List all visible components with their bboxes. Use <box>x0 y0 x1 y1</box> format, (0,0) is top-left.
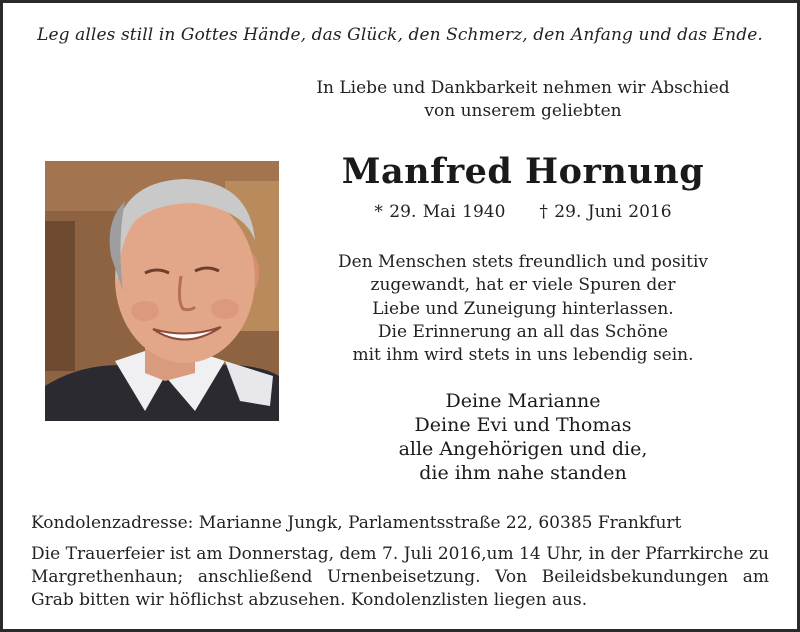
portrait-illustration <box>45 161 279 421</box>
mourner-line: alle Angehörigen und die, <box>398 438 648 460</box>
life-dates <box>293 202 753 222</box>
intro-line: von unserem geliebten <box>424 101 622 121</box>
verse-line: Liebe und Zuneigung hinterlassen. <box>372 298 674 319</box>
condolence-address: Kondolenzadresse: Marianne Jungk, Parlamentsstraße 22, 60385 Frankfurt <box>31 513 682 533</box>
verse-line: mit ihm wird stets in uns lebendig sein. <box>352 345 694 366</box>
motto: Leg alles still in Gottes Hände, das Glück, den Schmerz, den Anfang und das Ende. <box>37 25 763 45</box>
verse-line: Die Erinnerung an all das Schöne <box>377 321 669 342</box>
portrait-photo <box>45 161 279 421</box>
mourner-line: Deine Evi und Thomas <box>414 414 632 436</box>
memorial-verse <box>303 251 743 367</box>
mourner-line: die ihm nahe standen <box>419 462 627 484</box>
intro-text <box>293 77 753 123</box>
death-date: † 29. Juni 2016 <box>539 202 672 222</box>
deceased-name: Manfred Hornung <box>341 151 705 192</box>
mourner-line: Deine Marianne <box>445 390 601 412</box>
funeral-notice: Die Trauerfeier ist am Donnerstag, dem 7. Juli 2016,um 14 Uhr, in der Pfarrkirche zu Margrethenhaun; anschließend Urnenbeisetzung. Von Beileidsbekundungen am Grab bitten wir höflichst abzusehen. Kondolenzlisten liegen aus. <box>31 544 769 610</box>
verse-line: zugewandt, hat er viele Spuren der <box>370 275 676 296</box>
verse-line: Den Menschen stets freundlich und positiv <box>338 252 708 272</box>
intro-line: In Liebe und Dankbarkeit nehmen wir Abschied <box>316 78 730 98</box>
mourners-list <box>303 389 743 485</box>
birth-date: * 29. Mai 1940 <box>374 202 506 222</box>
